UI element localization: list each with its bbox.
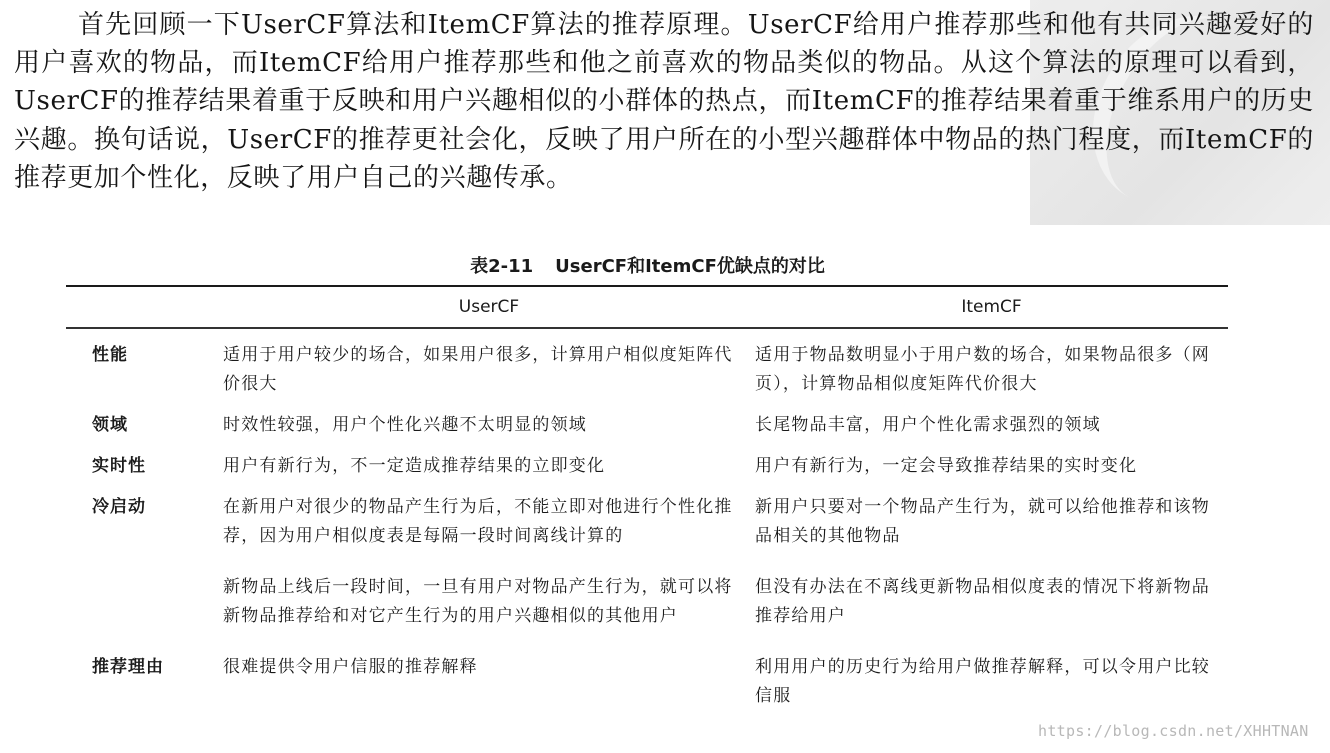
aspect-cell: 实时性	[92, 456, 146, 476]
usercf-cell: 在新用户对很少的物品产生行为后，不能立即对他进行个性化推荐，因为用户相似度表是每隔一段时间离线计算的	[223, 497, 733, 546]
table-caption-number: 表2-11	[470, 256, 534, 277]
table-caption	[0, 252, 1295, 278]
table-header-row	[66, 286, 1228, 328]
itemcf-cell: 但没有办法在不离线更新物品相似度表的情况下将新物品推荐给用户	[755, 577, 1210, 626]
table-row-realtime	[66, 440, 1228, 481]
usercf-cell: 适用于用户较少的场合，如果用户很多，计算用户相似度矩阵代价很大	[223, 345, 733, 394]
table-row-cold-start-new-item	[66, 551, 1228, 631]
header-aspect	[66, 286, 223, 328]
itemcf-cell: 适用于物品数明显小于用户数的场合，如果物品很多（网页），计算物品相似度矩阵代价很大	[755, 345, 1210, 394]
itemcf-cell: 利用用户的历史行为给用户做推荐解释，可以令用户比较信服	[755, 657, 1210, 706]
table-row-performance	[66, 328, 1228, 399]
table-row-explanation	[66, 631, 1228, 711]
usercf-cell: 新物品上线后一段时间，一旦有用户对物品产生行为，就可以将新物品推荐给和对它产生行为的用户兴趣相似的其他用户	[223, 577, 733, 626]
table-caption-title: UserCF和ItemCF优缺点的对比	[555, 256, 825, 277]
url-watermark: https://blog.csdn.net/XHHTNAN	[1038, 722, 1309, 740]
usercf-cell: 用户有新行为，不一定造成推荐结果的立即变化	[223, 456, 606, 476]
usercf-cell: 时效性较强，用户个性化兴趣不太明显的领域	[223, 415, 587, 435]
header-itemcf: ItemCF	[961, 297, 1022, 317]
itemcf-cell: 新用户只要对一个物品产生行为，就可以给他推荐和该物品相关的其他物品	[755, 497, 1210, 546]
table-row-cold-start	[66, 481, 1228, 551]
header-usercf: UserCF	[458, 297, 520, 317]
aspect-cell: 冷启动	[92, 497, 146, 517]
itemcf-cell: 长尾物品丰富，用户个性化需求强烈的领域	[755, 415, 1101, 435]
comparison-table	[66, 285, 1228, 711]
aspect-cell: 领域	[92, 415, 128, 435]
table-row-domain	[66, 399, 1228, 440]
aspect-cell	[66, 551, 223, 631]
aspect-cell: 性能	[92, 345, 128, 365]
itemcf-cell: 用户有新行为，一定会导致推荐结果的实时变化	[755, 456, 1138, 476]
usercf-cell: 很难提供令用户信服的推荐解释	[223, 657, 478, 677]
aspect-cell: 推荐理由	[92, 657, 164, 677]
intro-paragraph: 首先回顾一下UserCF算法和ItemCF算法的推荐原理。UserCF给用户推荐那些和他有共同兴趣爱好的用户喜欢的物品，而ItemCF给用户推荐那些和他之前喜欢的物品类似的物品。从这个算法的原理可以看到，UserCF的推荐结果着重于反映和用户兴趣相似的小群体的热点，而ItemCF的推荐结果着重于维系用户的历史兴趣。换句话说，UserCF的推荐更社会化，反映了用户所在的小型兴趣群体中物品的热门程度，而ItemCF的推荐更加个性化，反映了用户自己的兴趣传承。	[14, 10, 1314, 193]
